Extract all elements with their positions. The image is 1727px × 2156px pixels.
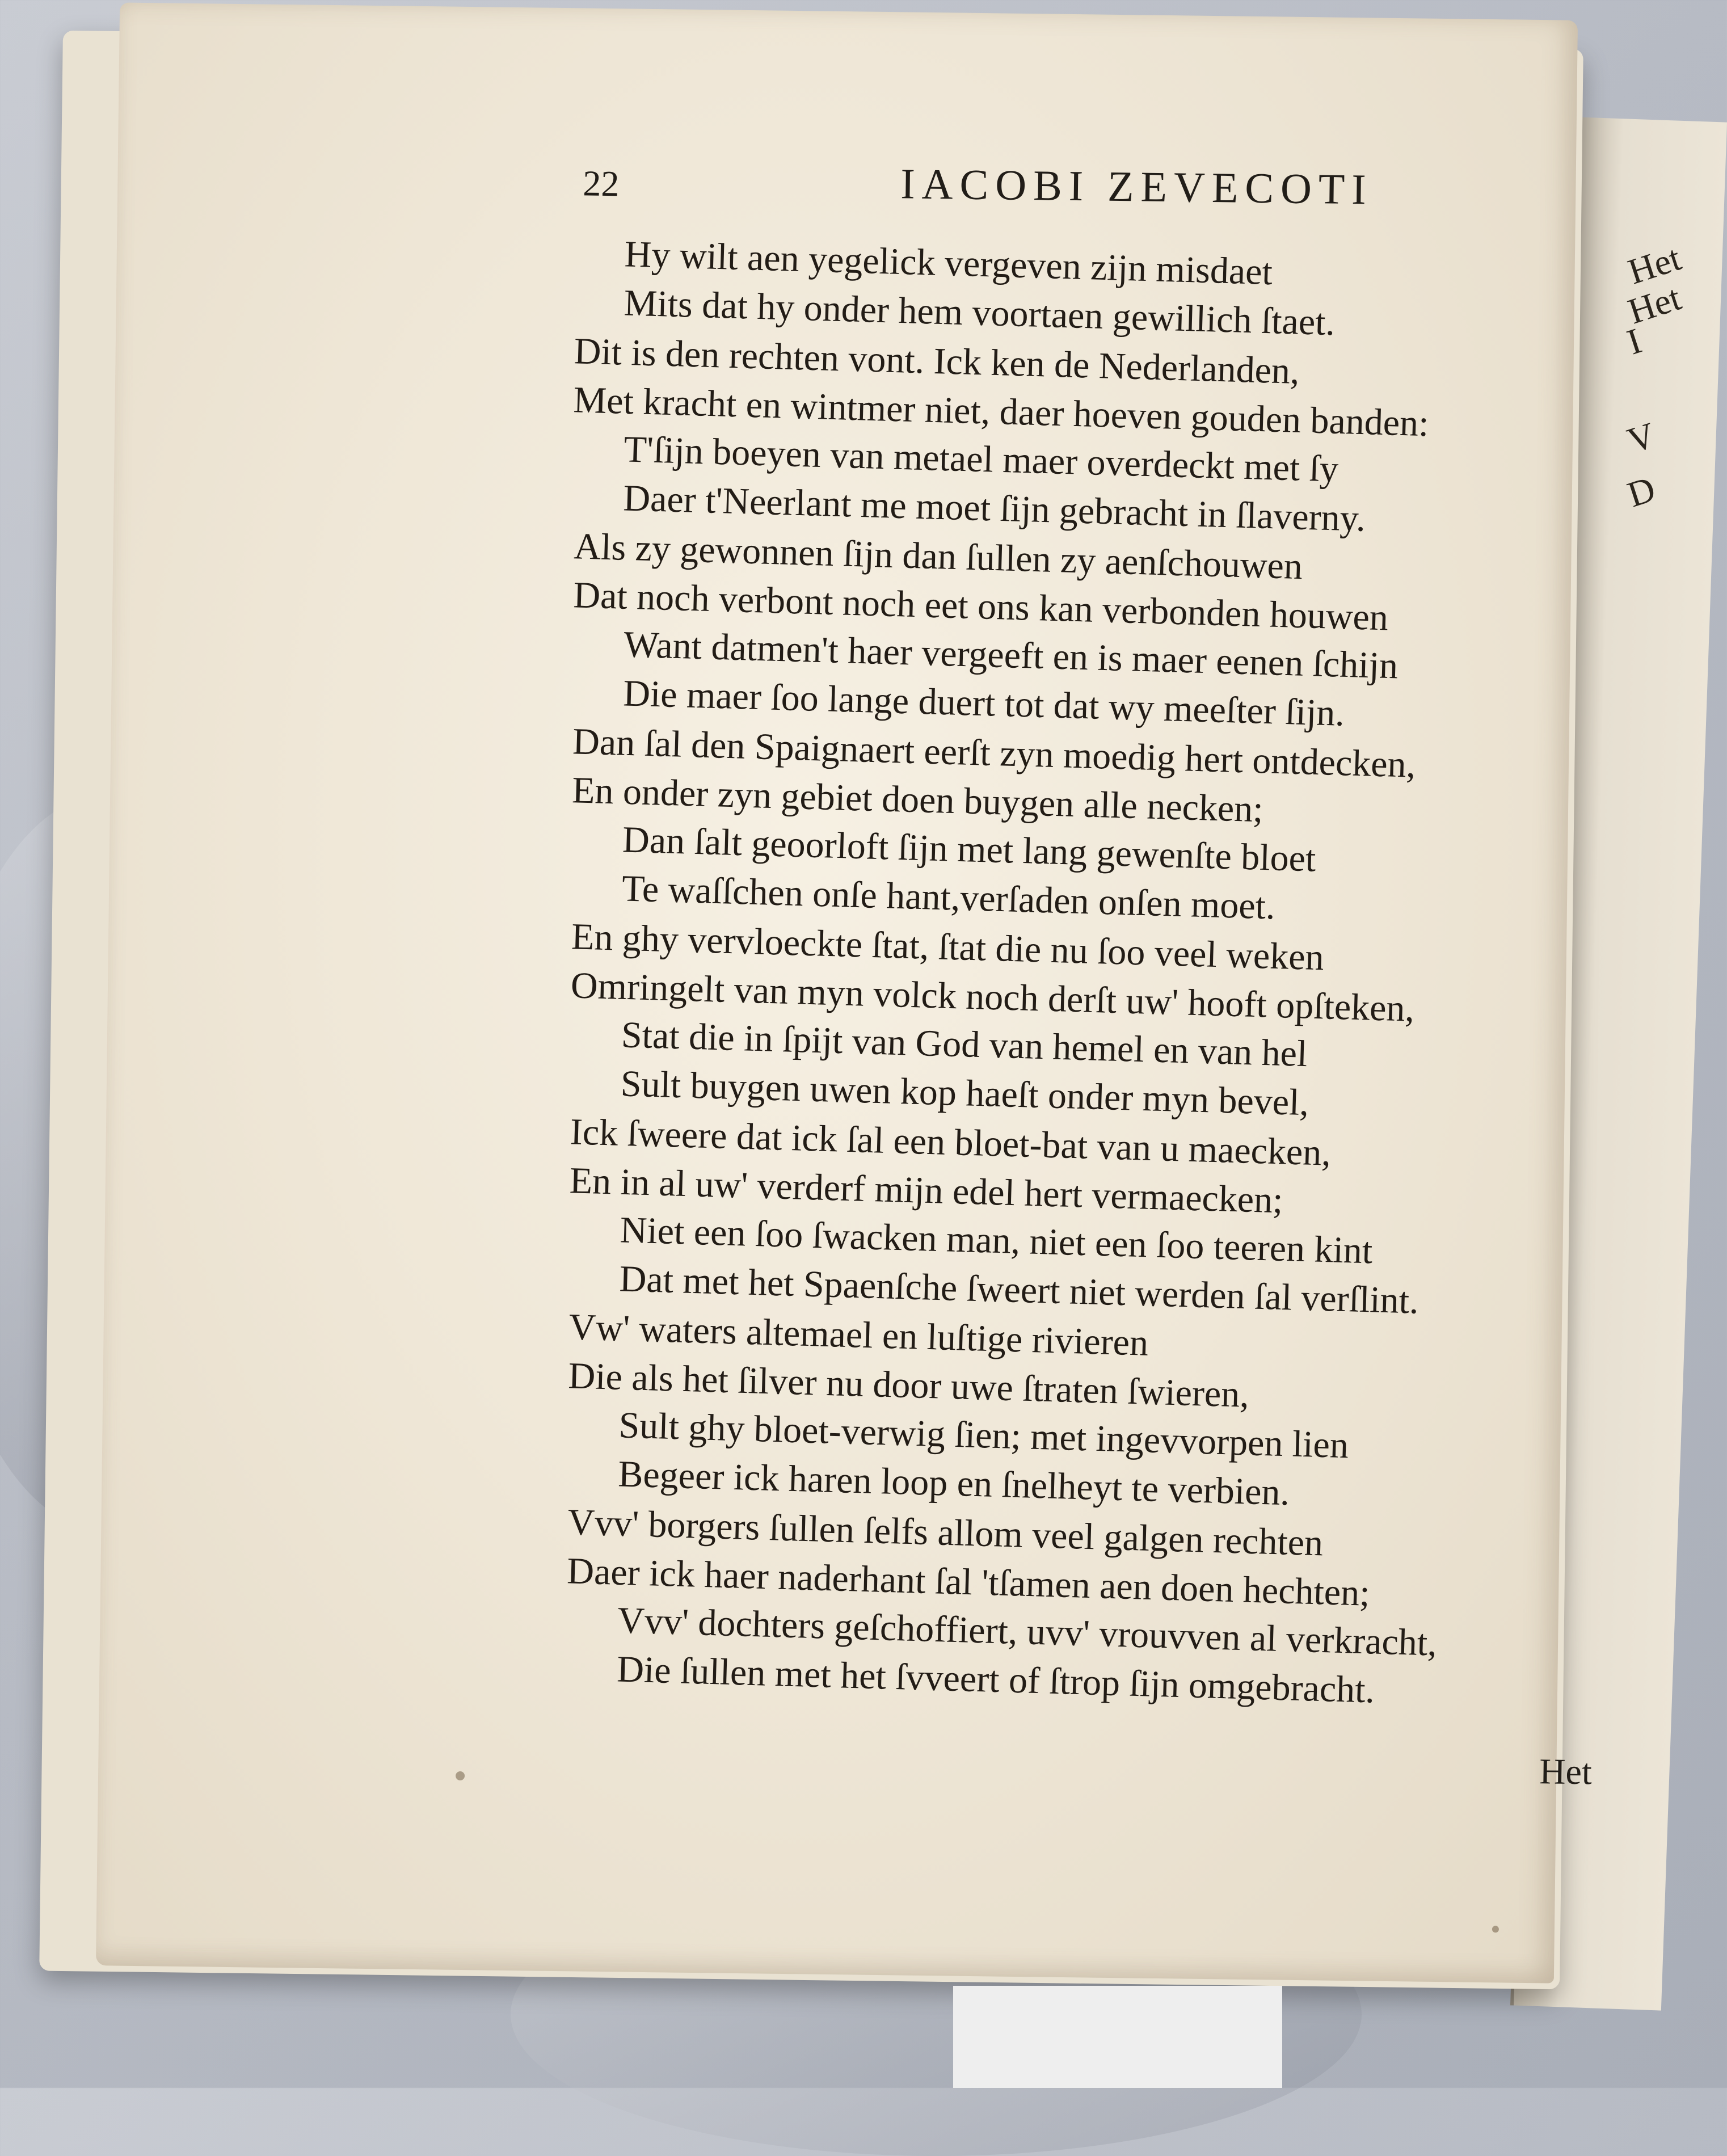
poem-line: Vw' waters altemael en luſtige rivieren xyxy=(568,1306,1149,1364)
poem-line: Stat die in ſpijt van God van hemel en van hel xyxy=(621,1014,1308,1075)
poem-line: Dat noch verbont noch eet ons kan verbonden houwen xyxy=(572,574,1389,639)
ink-spot xyxy=(456,1771,465,1780)
facing-page-fragment: V xyxy=(1623,414,1660,461)
poem-line: Dit is den rechten vont. Ick ken de Nederlanden, xyxy=(573,330,1300,392)
poem-line: Begeer ick haren loop en ſnelheyt te verbien. xyxy=(617,1453,1291,1514)
poem-line: Vvv' dochters geſchoffiert, uvv' vrouvven al verkracht, xyxy=(617,1599,1438,1664)
poem-line: Vvv' borgers ſullen ſelfs allom veel galgen rechten xyxy=(567,1501,1324,1564)
poem-line: En in al uw' verderf mijn edel hert vermaecken; xyxy=(568,1160,1284,1222)
poem-line: Die als het ſilver nu door uwe ſtraten ſwieren, xyxy=(567,1355,1250,1416)
poem-line: Met kracht en wintmer niet, daer hoeven gouden banden: xyxy=(572,379,1430,445)
poem-line: Ick ſweere dat ick ſal een bloet-bat van u maecken, xyxy=(569,1111,1332,1174)
poem-line: Als zy gewonnen ſijn dan ſullen zy aenſchouwen xyxy=(573,525,1303,588)
poem-line: Te waſſchen onſe hant,verſaden onſen moet. xyxy=(621,868,1276,928)
catchword: Het xyxy=(1539,1751,1593,1792)
facing-page-fragment: Het xyxy=(1623,277,1686,332)
poem-line: Daer t'Neerlant me moet ſijn gebracht in ſlaverny. xyxy=(622,477,1366,540)
page-header xyxy=(117,150,1576,218)
poem-line: Sult ghy bloet-verwig ſien; met ingevvorpen lien xyxy=(618,1404,1349,1467)
running-head: IACOBI ZEVECOTI xyxy=(900,160,1374,214)
poem-line: Mits dat hy onder hem voortaen gewillich ſtaet. xyxy=(623,282,1336,344)
poem-line: Want datmen't haer vergeeft en is maer eenen ſchijn xyxy=(623,624,1399,687)
page-number: 22 xyxy=(582,163,620,204)
poem-line: Niet een ſoo ſwacken man, niet een ſoo teeren kint xyxy=(619,1209,1374,1272)
poem-line: Sult buygen uwen kop haeſt onder myn bevel, xyxy=(620,1063,1310,1124)
book-page xyxy=(96,2,1593,1983)
poem-line: Dan ſal den Spaignaert eerſt zyn moedig hert ontdecken, xyxy=(572,721,1417,786)
poem-line: T'ſijn boeyen van metael maer overdeckt met ſy xyxy=(623,428,1340,490)
poem-line: En onder zyn gebiet doen buygen alle necken; xyxy=(571,769,1264,831)
poem-line: Dat met het Spaenſche ſweert niet werden ſal verſlint. xyxy=(618,1258,1419,1322)
facing-page-fragment: I xyxy=(1622,320,1646,363)
poem-line: En ghy vervloeckte ſtat, ſtat die nu ſoo veel weken xyxy=(571,916,1325,979)
poem-line: Daer ick haer naderhant ſal 'tſamen aen doen hechten; xyxy=(566,1550,1371,1614)
poem-line: Omringelt van myn volck noch derſt uw' hooft opſteken, xyxy=(570,965,1415,1030)
ink-spot xyxy=(1492,1926,1499,1932)
table-edge xyxy=(953,1986,1282,2088)
facing-page-fragment: D xyxy=(1623,468,1660,515)
poem-line: Dan ſalt geoorloft ſijn met lang gewenſte bloet xyxy=(622,819,1317,880)
poem-line: Die ſullen met het ſvveert of ſtrop ſijn omgebracht. xyxy=(616,1648,1376,1711)
facing-page-fragment: Het xyxy=(1623,237,1686,292)
poem-line: Die maer ſoo lange duert tot dat wy meeſter ſijn. xyxy=(622,672,1345,734)
poem-line: Hy wilt aen yegelick vergeven zijn misdaet xyxy=(624,233,1273,293)
